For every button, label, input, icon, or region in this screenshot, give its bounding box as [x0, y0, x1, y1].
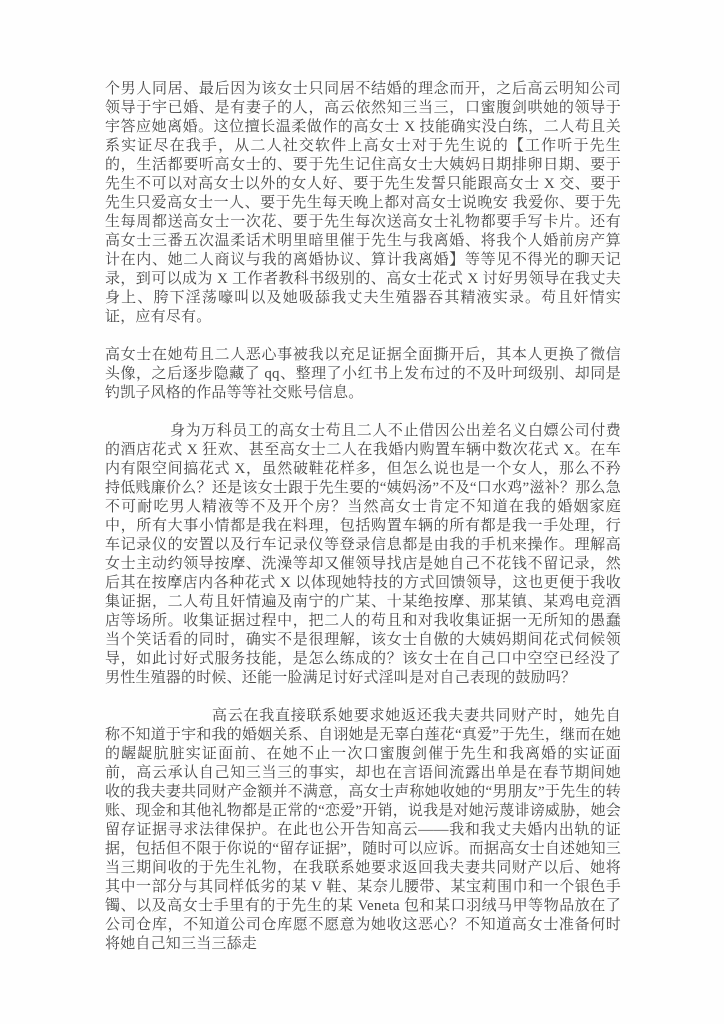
- document-text-block: [105, 80, 621, 954]
- paragraph-1: 个男人同居、最后因为该女士只同居不结婚的理念而开，之后高云明知公司领导于宇已婚、是有妻子的人，高云依然知三当三，口蜜腹剑哄她的领导于宇答应她离婚。这位擅长温柔做作的高女士 X 技能确实没白练，二人苟且关系实证尽在我手，从二人社交软件上高女士对于先生说的【工作听于先生的，生活都要听高女士的、要于先生记住高女士大姨妈日期排卵日期、要于先生不可以对高女士以外的女人好、要于先生发誓只能跟高女士 X 交、要于先生只爱高女士一人、要于先生每天晚上都对高女士说晚安 我爱你、要于先生每周都送高女士一次花、要于先生每次送高女士礼物都要手写卡片。还有高女士三番五次温柔话术明里暗里催于先生与我离婚、将我个人婚前房产算计在内、她二人商议与我的离婚协议、算计我离婚】等等见不得光的聊天记录，到可以成为 X 工作者教科书级别的、高女士花式 X 讨好男领导在我丈夫身上、胯下淫荡嚎叫以及她吸舔我丈夫生殖器吞其精液实录。苟且奸情实证，应有尽有。: [105, 81, 621, 325]
- paragraph-3: 身为万科员工的高女士苟且二人不止借因公出差名义白嫖公司付费的酒店花式 X 狂欢、甚至高女士二人在我婚内购置车辆中数次花式 X。在车内有限空间搞花式 X，虽然破鞋花样多，但怎么说也是一个女人，那么不矜持低贱廉价么？还是该女士跟于先生要的“姨妈汤”不及“口水鸡”滋补？那么急不可耐吃男人精液等不及开个房？当然高女士肯定不知道在我的婚姻家庭中，所有大事小情都是我在料理，包括购置车辆的所有都是我一手处理，行车记录仪的安置以及行车记录仪等登录信息都是由我的手机来操作。理解高女士主动约领导按摩、洗澡等却又催领导找店是她自己不花钱不留记录，然后其在按摩店内各种花式 X 以体现她特技的方式回馈领导，这也更便于我收集证据，二人苟且奸情遍及南宁的广某、十某绝按摩、那某镇、某鸡电竞酒店等场所。收集证据过程中，把二人的苟且和对我收集证据一无所知的愚蠢当个笑话看的同时，确实不是很理解，该女士自傲的大姨妈期间花式伺候领导，如此讨好式服务技能，是怎么练成的？该女士在自己口中空空已经没了男性生殖器的时候、还能一脸满足讨好式淫叫是对自己表现的鼓励吗？: [105, 423, 621, 686]
- paragraph-4: 高云在我直接联系她要求她返还我夫妻共同财产时，她先自称不知道于宇和我的婚姻关系、自诩她是无辜白莲花“真爱”于先生，继而在她的龌龊肮脏实证面前、在她不止一次口蜜腹剑催于先生和我离婚的实证面前，高云承认自己知三当三的事实，却也在言语间流露出单是在春节期间她收的我夫妻共同财产金额并不满意，高女士声称她收她的“男朋友”于先生的转账、现金和其他礼物都是正常的“恋爱”开销，说我是对她污蔑诽谤威胁，她会留存证据寻求法律保护。在此也公开告知高云——我和我丈夫婚内出轨的证据，包括但不限于你说的“留存证据”，随时可以应诉。而据高女士自述她知三当三期间收的于先生礼物，在我联系她要求返回我夫妻共同财产以后、她将其中一部分与其同样低劣的某 V 鞋、某奈儿腰带、某宝莉围巾和一个银色手镯、以及高女士手里有的于先生的某 Veneta 包和某口羽绒马甲等物品放在了公司仓库，不知道公司仓库愿不愿意为她收这恶心？不知道高女士准备何时将她自己知三当三舔走: [105, 708, 621, 952]
- paragraph-2: 高女士在她苟且二人恶心事被我以充足证据全面撕开后，其本人更换了微信头像，之后逐步隐藏了 qq、整理了小红书上发布过的不及叶珂级别、却同是钓凯子风格的作品等等社交账号信息。: [105, 347, 621, 401]
